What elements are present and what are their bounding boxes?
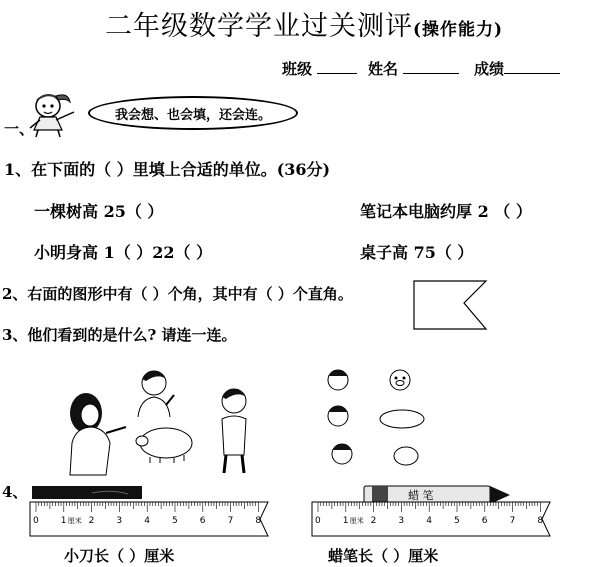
page-title: 二年级数学学业过关测评(操作能力) bbox=[104, 11, 504, 42]
q4-answer-crayon: 蜡笔长（ ）厘米 bbox=[328, 547, 439, 565]
ruler-tick-label: 4 bbox=[144, 516, 150, 526]
q4-answer-knife: 小刀长（ ）厘米 bbox=[64, 547, 175, 565]
ruler-tick-label: 0 bbox=[33, 516, 39, 526]
ruler-tick-label: 3 bbox=[398, 516, 405, 526]
q3-prompt: 3、他们看到的是什么? 请连一连。 bbox=[2, 326, 237, 344]
name-field: 姓名 bbox=[368, 58, 459, 79]
ruler-tick-label: 4 bbox=[426, 516, 432, 526]
ruler-tick-label: 2 bbox=[88, 516, 95, 526]
crayon-label: 蜡 笔 bbox=[408, 489, 434, 502]
ruler-right bbox=[312, 502, 552, 538]
ruler-tick-label: 8 bbox=[255, 516, 262, 526]
q2-prompt: 2、右面的图形中有（ ）个角，其中有（ ）个直角。 bbox=[2, 285, 353, 303]
ruler-tick-label: 8 bbox=[537, 516, 544, 526]
mascot-girl-image bbox=[26, 90, 86, 138]
matching-views-grid bbox=[322, 364, 432, 474]
ruler-left bbox=[30, 502, 270, 538]
ruler-tick-label: 5 bbox=[454, 516, 460, 526]
q1-item-table: 桌子高 75（ ） bbox=[360, 243, 474, 262]
ruler-tick-label: 0 bbox=[315, 516, 321, 526]
slogan-bubble: 我会想、也会填，还会连。 bbox=[88, 96, 298, 130]
q1-item-tree: 一棵树高 25（ ） bbox=[34, 202, 164, 221]
score-field: 成绩 bbox=[474, 58, 560, 79]
ruler-tick-label: 6 bbox=[481, 516, 488, 526]
ruler-tick-label: 3 bbox=[116, 516, 123, 526]
ruler-tick-label: 5 bbox=[172, 516, 178, 526]
children-and-pig-scene bbox=[66, 365, 266, 475]
angle-shape-figure bbox=[412, 279, 492, 331]
q1-prompt: 1、在下面的（ ）里填上合适的单位。(36分) bbox=[4, 160, 331, 179]
page-subtitle: (操作能力) bbox=[412, 20, 504, 40]
section-number: 一、 bbox=[4, 120, 35, 138]
ruler-tick-label: 7 bbox=[509, 516, 516, 526]
ruler-tick-label: 1 bbox=[342, 516, 349, 526]
ruler-tick-label: 6 bbox=[199, 516, 206, 526]
ruler-tick-label: 2 bbox=[370, 516, 377, 526]
ruler-tick-label: 7 bbox=[227, 516, 234, 526]
knife-image bbox=[32, 485, 144, 501]
class-field: 班级 bbox=[282, 58, 357, 79]
ruler-tick-label: 1 bbox=[60, 516, 67, 526]
q4-number: 4、 bbox=[2, 483, 28, 501]
ruler-unit-label: 厘米 bbox=[67, 517, 82, 525]
q1-item-laptop: 笔记本电脑约厚 2 （ ） bbox=[360, 202, 532, 221]
q1-item-height: 小明身高 1（ ）22（ ） bbox=[34, 243, 213, 262]
ruler-unit-label: 厘米 bbox=[349, 517, 364, 525]
